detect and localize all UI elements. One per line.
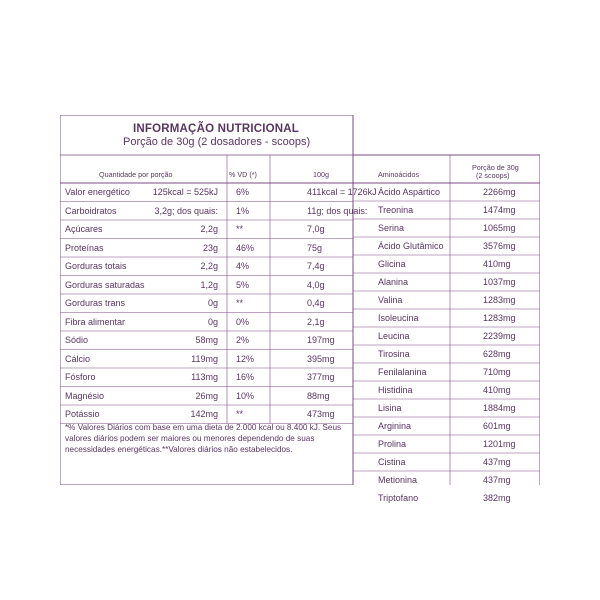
amino-acid-name: Cistina <box>378 457 406 467</box>
nutrient-name: Fibra alimentar <box>65 316 126 327</box>
nutrient-amount: 125kcal = 525kJ <box>152 187 218 197</box>
nutrient-per-100g: 7,0g <box>307 224 325 234</box>
header-portion-line1: Porção de 30g <box>472 163 519 172</box>
nutrient-vd: ** <box>236 224 244 234</box>
nutrient-per-100g: 4,0g <box>307 279 325 290</box>
nutrient-name: Potássio <box>65 409 100 419</box>
nutrient-name: Magnésio <box>65 390 105 401</box>
nutrient-vd: 5% <box>236 279 250 290</box>
nutrient-amount: 142mg <box>190 409 218 419</box>
amino-acid-name: Metionina <box>378 475 418 485</box>
amino-acid-name: Prolina <box>378 439 407 449</box>
amino-acid-value: 437mg <box>483 475 511 485</box>
amino-acid-name: Isoleucina <box>378 313 419 323</box>
nutrient-per-100g: 11g; dos quais: <box>307 205 368 216</box>
nutrient-amount: 26mg <box>195 390 218 401</box>
amino-acid-value: 2266mg <box>483 187 516 197</box>
nutrient-per-100g: 7,4g <box>307 261 325 271</box>
nutrient-per-100g: 473mg <box>307 409 335 419</box>
nutrient-vd: 2% <box>236 335 250 345</box>
amino-acid-value: 1474mg <box>483 205 516 215</box>
nutrient-per-100g: 2,1g <box>307 316 325 327</box>
amino-acid-name: Triptofano <box>378 493 419 503</box>
nutrient-amount: 119mg <box>191 353 218 364</box>
nutrient-amount: 0g <box>207 316 218 327</box>
nutrient-amount: 2,2g <box>200 261 218 271</box>
nutrient-vd: 10% <box>236 390 255 401</box>
amino-acid-name: Arginina <box>378 421 412 431</box>
nutrient-per-100g: 0,4g <box>307 298 325 308</box>
amino-acid-value: 1065mg <box>483 223 516 233</box>
header-amino: Aminoácidos <box>378 170 420 179</box>
nutrient-vd: ** <box>236 298 244 308</box>
amino-acid-name: Lisina <box>378 403 402 413</box>
amino-acid-value: 410mg <box>483 385 511 395</box>
nutrient-name: Cálcio <box>65 353 91 364</box>
nutrient-name: Gorduras saturadas <box>65 279 145 290</box>
nutrient-name: Proteínas <box>65 242 104 253</box>
nutrient-vd: 12% <box>236 353 255 364</box>
amino-acid-name: Fenilalanina <box>378 367 427 377</box>
header-portion-line2: (2 scoops) <box>476 171 510 180</box>
amino-acid-name: Leucina <box>378 331 410 341</box>
nutrient-name: Carboidratos <box>65 205 117 216</box>
nutrient-per-100g: 377mg <box>307 372 335 382</box>
amino-acid-value: 1283mg <box>483 295 516 305</box>
amino-acid-name: Glicina <box>378 259 406 269</box>
amino-acid-value: 1037mg <box>483 277 516 287</box>
nutrient-amount: 1,2g <box>200 279 218 290</box>
amino-acid-value: 410mg <box>483 259 511 269</box>
amino-acid-value: 382mg <box>483 493 511 503</box>
footnote: *% Valores Diários com base em uma dieta de 2.000 kcal ou 8.400 kJ. Seus valores diários podem ser maiores ou menores dependendo de suas necessidades energéticas.**Valores diários não estabelecidos. <box>65 423 342 454</box>
amino-acid-name: Alanina <box>378 277 409 287</box>
nutrient-amount: 2,2g <box>200 224 218 234</box>
nutrient-vd: 4% <box>236 261 250 271</box>
nutrient-name: Sódio <box>65 335 89 345</box>
nutrient-amount: 23g <box>202 242 218 253</box>
nutrient-vd: 6% <box>236 187 250 197</box>
amino-acid-value: 1201mg <box>483 439 516 449</box>
amino-acid-value: 1884mg <box>483 403 516 413</box>
amino-acid-name: Histidina <box>378 385 413 395</box>
header-quantity: Quantidade por porção <box>99 170 173 179</box>
nutrient-vd: 46% <box>236 242 255 253</box>
amino-acid-value: 710mg <box>483 367 511 377</box>
header-100g: 100g <box>313 170 329 179</box>
nutrient-name: Valor energético <box>65 187 130 197</box>
nutrient-amount: 58mg <box>195 335 218 345</box>
table-title: INFORMAÇÃO NUTRICIONAL <box>133 123 300 135</box>
amino-acid-value: 601mg <box>483 421 511 431</box>
amino-acid-name: Treonina <box>378 205 414 215</box>
nutrition-facts-table <box>60 115 540 503</box>
nutrient-vd: ** <box>236 409 244 419</box>
nutrient-per-100g: 75g <box>307 242 323 253</box>
nutrient-per-100g: 395mg <box>307 353 335 364</box>
nutrient-name: Gorduras trans <box>65 298 126 308</box>
amino-acid-name: Serina <box>378 223 405 233</box>
amino-acid-value: 628mg <box>483 349 511 359</box>
amino-acid-name: Ácido Glutâmico <box>378 241 444 251</box>
nutrient-per-100g: 197mg <box>307 335 335 345</box>
amino-acid-value: 437mg <box>483 457 511 467</box>
amino-acid-value: 2239mg <box>483 331 516 341</box>
header-vd: % VD (*) <box>229 170 257 179</box>
nutrient-amount: 113mg <box>191 372 218 382</box>
nutrient-vd: 16% <box>236 372 255 382</box>
amino-acid-value: 3576mg <box>483 241 516 251</box>
nutrient-vd: 0% <box>236 316 250 327</box>
nutrient-per-100g: 88mg <box>307 390 330 401</box>
amino-acid-value: 1283mg <box>483 313 516 323</box>
amino-acid-name: Ácido Aspártico <box>378 187 441 197</box>
amino-acid-name: Tirosina <box>378 349 410 359</box>
nutrient-amount: 0g <box>207 298 218 308</box>
nutrient-name: Açúcares <box>65 224 103 234</box>
nutrient-name: Gorduras totais <box>65 261 127 271</box>
table-subtitle: Porção de 30g (2 dosadores - scoops) <box>123 136 311 148</box>
amino-acid-name: Valina <box>378 295 403 305</box>
nutrient-per-100g: 411kcal = 1726kJ <box>307 187 377 197</box>
nutrient-vd: 1% <box>236 205 250 216</box>
nutrient-amount: 3,2g; dos quais: <box>154 205 218 216</box>
nutrient-name: Fósforo <box>65 372 96 382</box>
